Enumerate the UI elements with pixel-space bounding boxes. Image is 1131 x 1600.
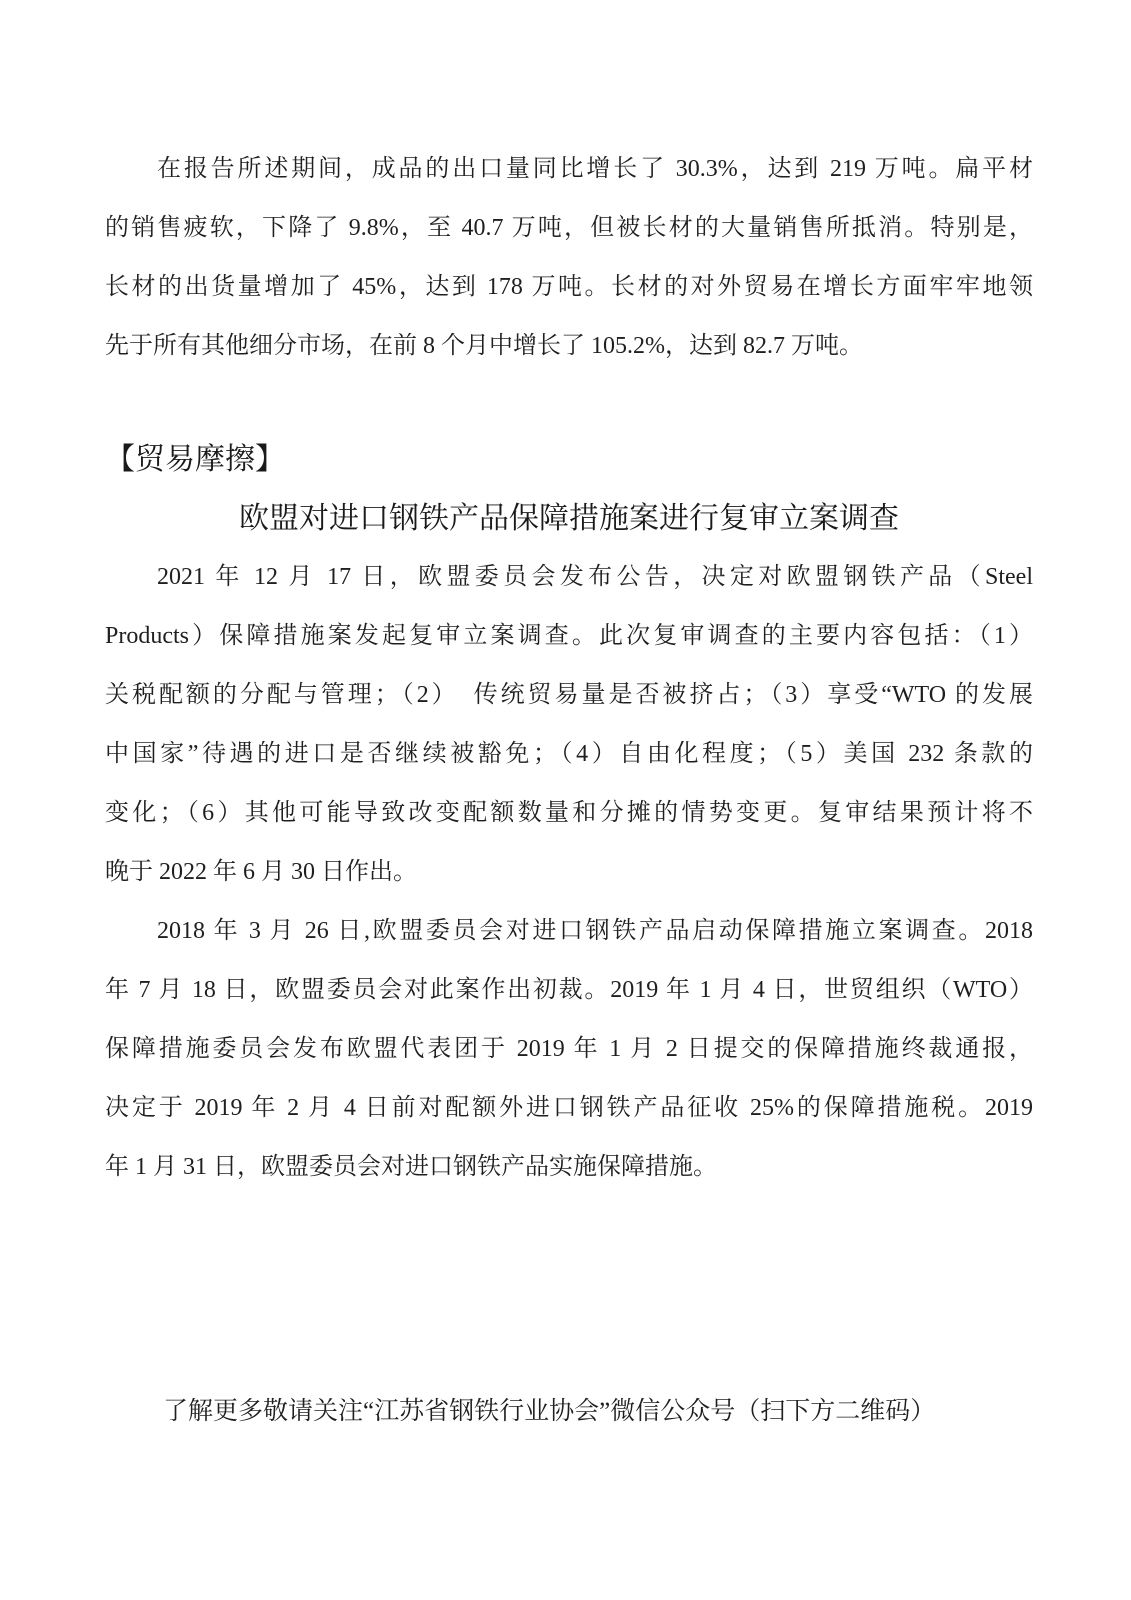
body-line: 决定于 2019 年 2 月 4 日前对配额外进口钢铁产品征收 25%的保障措施税。2019: [105, 1095, 1033, 1121]
body-line: 晚于 2022 年 6 月 30 日作出。: [105, 859, 417, 885]
body-line: 保障措施委员会发布欧盟代表团于 2019 年 1 月 2 日提交的保障措施终裁通报，: [105, 1036, 1033, 1062]
paragraph-case-history: [105, 902, 1033, 1197]
article-title: 欧盟对进口钢铁产品保障措施案进行复审立案调查: [239, 502, 899, 535]
body-line: 年 7 月 18 日，欧盟委员会对此案作出初裁。2019 年 1 月 4 日，世贸组织（WTO）: [105, 977, 1033, 1003]
document-content: [105, 0, 1033, 1600]
paragraph-export-growth: [105, 140, 1033, 376]
section-heading-trade-friction: 【贸易摩擦】: [105, 443, 285, 476]
body-line: 关税配额的分配与管理；（2） 传统贸易量是否被挤占；（3）享受“WTO 的发展: [105, 682, 1033, 708]
body-line: 中国家”待遇的进口是否继续被豁免；（4）自由化程度；（5）美国 232 条款的: [105, 741, 1033, 767]
body-line: 2021 年 12 月 17 日，欧盟委员会发布公告，决定对欧盟钢铁产品（Steel: [157, 564, 1033, 590]
body-line: 长材的出货量增加了 45%，达到 178 万吨。长材的对外贸易在增长方面牢牢地领: [105, 274, 1033, 300]
footer-note: 了解更多敬请关注“江苏省钢铁行业协会”微信公众号（扫下方二维码）: [163, 1398, 936, 1425]
body-line: 先于所有其他细分市场，在前 8 个月中增长了 105.2%，达到 82.7 万吨。: [105, 333, 863, 359]
body-line: 2018 年 3 月 26 日,欧盟委员会对进口钢铁产品启动保障措施立案调查。2018: [157, 918, 1033, 944]
body-line: 变化；（6）其他可能导致改变配额数量和分摊的情势变更。复审结果预计将不: [105, 800, 1033, 826]
body-line: Products）保障措施案发起复审立案调查。此次复审调查的主要内容包括：（1）: [105, 623, 1033, 649]
paragraph-review-investigation: [105, 548, 1033, 902]
body-line: 在报告所述期间，成品的出口量同比增长了 30.3%，达到 219 万吨。扁平材: [157, 156, 1033, 182]
body-line: 的销售疲软，下降了 9.8%，至 40.7 万吨，但被长材的大量销售所抵消。特别是，: [105, 215, 1033, 241]
body-line: 年 1 月 31 日，欧盟委员会对进口钢铁产品实施保障措施。: [105, 1154, 717, 1180]
